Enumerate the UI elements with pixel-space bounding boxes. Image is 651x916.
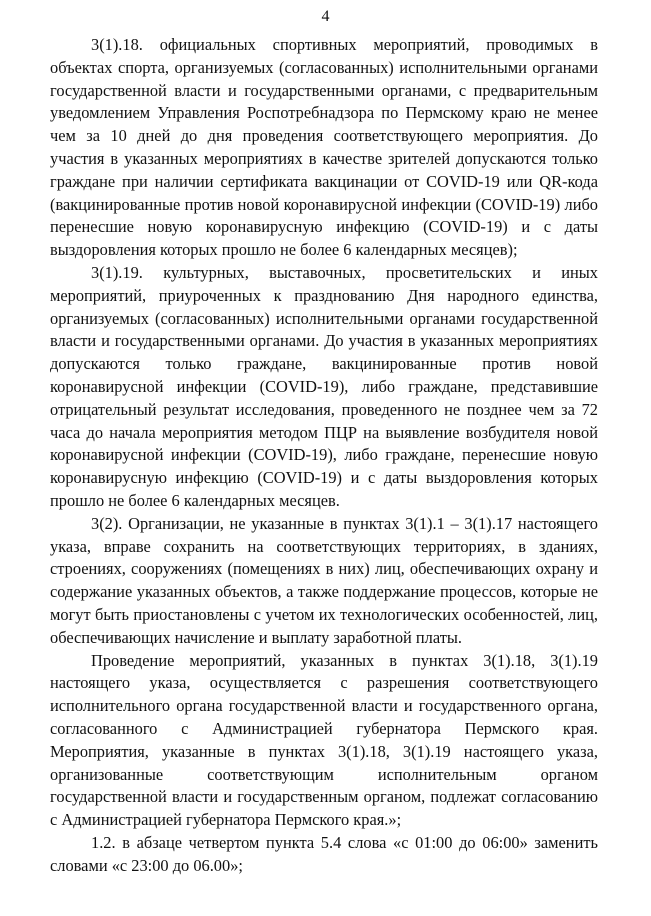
- document-body: [50, 34, 598, 877]
- page-number: 4: [321, 8, 330, 25]
- paragraph-item-1-2: 1.2. в абзаце четвертом пункта 5.4 слова «с 01:00 до 06:00» заменить словами «с 23:00 до 06.00»;: [50, 832, 598, 875]
- paragraph-item-3-1-19: 3(1).19. культурных, выставочных, просветительских и иных мероприятий, приуроченных к празднованию Дня народного единства, организуемых (согласованных) исполнительными органами государственной власти и государственными органами. До участия в указанных мероприятиях допускаются только граждане, вакцинированные против новой коронавирусной инфекции (COVID-19), либо граждане, представившие отрицательный результат исследования, проведенного не позднее чем за 72 часа до начала мероприятия методом ПЦР на выявление возбудителя новой коронавирусной инфекции (COVID-19), либо граждане, перенесшие новую коронавирусную инфекцию (COVID-19) и с даты выздоровления которых прошло не более 6 календарных месяцев.: [50, 262, 598, 510]
- paragraph-item-3-2: 3(2). Организации, не указанные в пунктах 3(1).1 – 3(1).17 настоящего указа, вправе сохранить на соответствующих территориях, в зданиях, строениях, сооружениях (помещениях в них) лиц, обеспечивающих охрану и содержание указанных объектов, а также поддержание процессов, которые не могут быть приостановлены с учетом их технологических особенностей, лиц, обеспечивающих начисление и выплату заработной платы.: [50, 513, 598, 647]
- paragraph-item-3-1-18: 3(1).18. официальных спортивных мероприятий, проводимых в объектах спорта, организуемых (согласованных) исполнительными органами государственной власти и государственными органами, с предварительным уведомлением Управления Роспотребнадзора по Пермскому краю не менее чем за 10 дней до дня проведения соответствующего мероприятия. До участия в указанных мероприятиях в качестве зрителей допускаются только граждане при наличии сертификата вакцинации от COVID-19 или QR-кода (вакцинированные против новой коронавирусной инфекции (COVID-19) либо перенесшие новую коронавирусную инфекцию (COVID-19) и с даты выздоровления которых прошло не более 6 календарных месяцев);: [50, 35, 598, 260]
- paragraph-events-approval: Проведение мероприятий, указанных в пунктах 3(1).18, 3(1).19 настоящего указа, осуществляется с разрешения соответствующего исполнительного органа государственной власти и государственного органа, согласованного с Администрацией губернатора Пермского края. Мероприятия, указанные в пунктах 3(1).18, 3(1).19 настоящего указа, организованные соответствующим исполнительным органом государственной власти и государственным органом, подлежат согласованию с Администрацией губернатора Пермского края.»;: [50, 650, 598, 830]
